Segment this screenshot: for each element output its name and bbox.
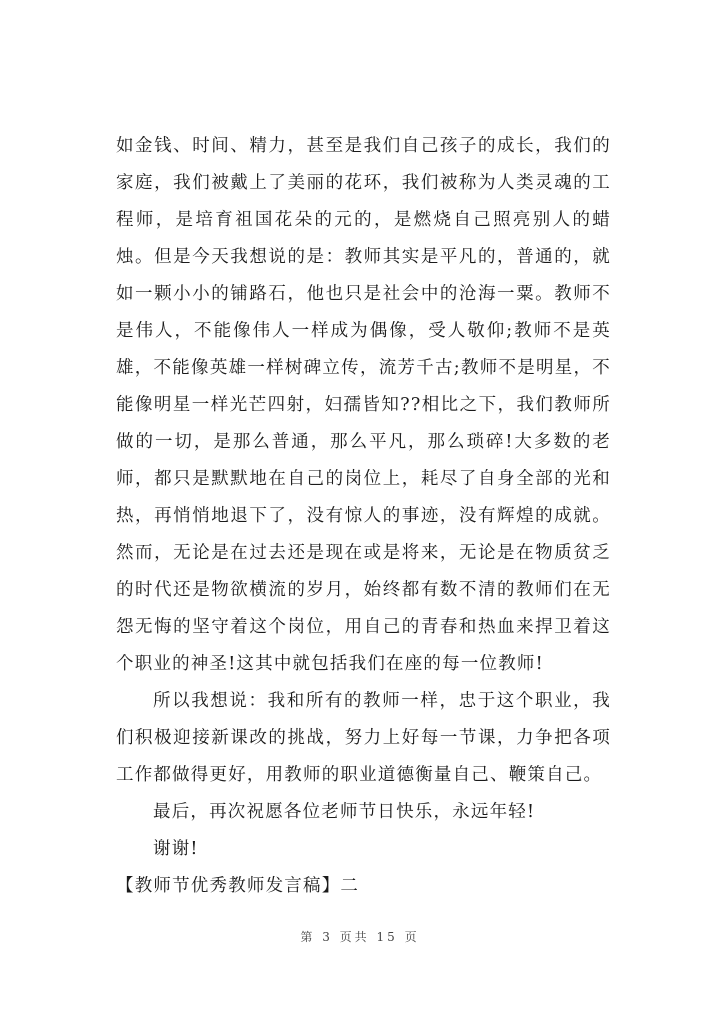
body-paragraph-2: 所以我想说：我和所有的教师一样，忠于这个职业，我们积极迎接新课改的挑战，努力上好每一节课，力争把各项工作都做得更好，用教师的职业道德衡量自己、鞭策自己。: [116, 691, 611, 785]
body-paragraph-3: 最后，再次祝愿各位老师节日快乐，永远年轻!: [153, 802, 536, 822]
body-paragraph-1: 如金钱、时间、精力，甚至是我们自己孩子的成长，我们的家庭，我们被戴上了美丽的花环，我们被称为人类灵魂的工程师，是培育祖国花朵的元的，是燃烧自己照亮别人的蜡烛。但是今天我想说的是：教师其实是平凡的，普通的，就如一颗小小的铺路石，他也只是社会中的沧海一粟。教师不是伟人，不能像伟人一样成为偶像，受人敬仰;教师不是英雄，不能像英雄一样树碑立传，流芳千古;教师不是明星，不能像明星一样光芒四射，妇孺皆知??相比之下，我们教师所做的一切，是那么普通，那么平凡，那么琐碎!大多数的老师，都只是默默地在自己的岗位上，耗尽了自身全部的光和热，再悄悄地退下了，没有惊人的事迹，没有辉煌的成就。然而，无论是在过去还是现在或是将来，无论是在物质贫乏的时代还是物欲横流的岁月，始终都有数不清的教师们在无怨无悔的坚守着这个岗位，用自己的青春和热血来捍卫着这个职业的神圣!这其中就包括我们在座的每一位教师!: [116, 136, 611, 674]
section-heading: 【教师节优秀教师发言稿】二: [116, 876, 360, 896]
body-paragraph-4: 谢谢!: [153, 839, 199, 859]
document-body: [116, 128, 611, 905]
page-footer: [0, 928, 720, 945]
page-number: 第 3 页共 15 页: [300, 930, 420, 944]
